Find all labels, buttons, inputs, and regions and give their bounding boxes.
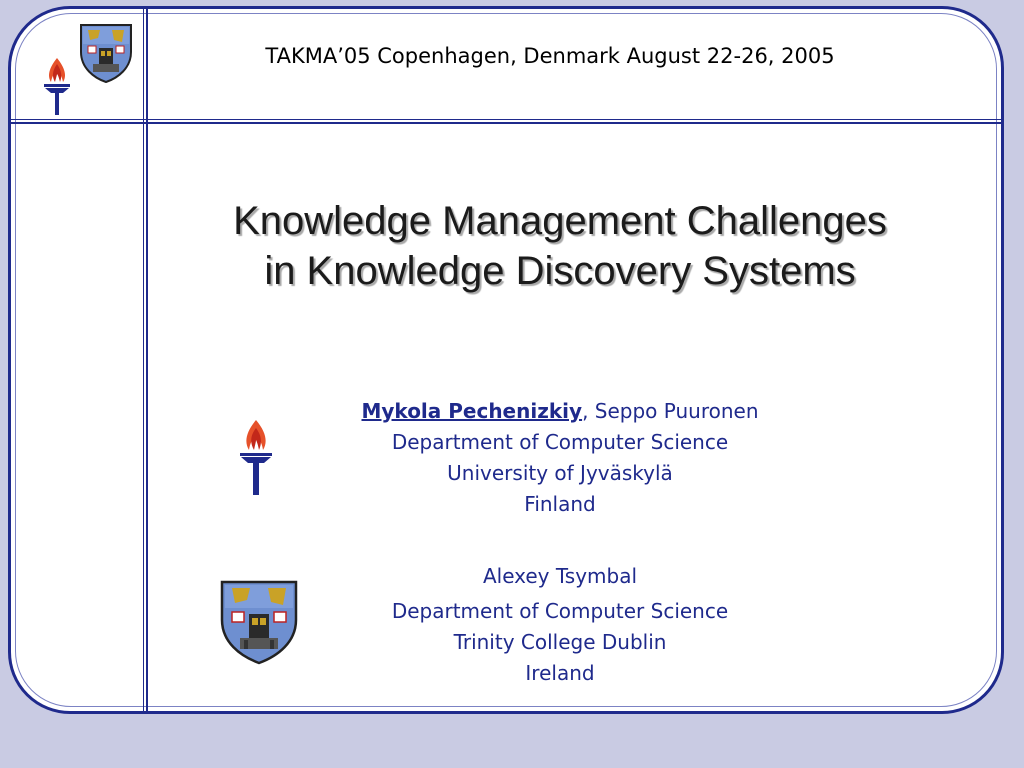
primary-author-link[interactable]: Mykola Pechenizkiy: [361, 399, 583, 423]
page-title: [160, 196, 960, 296]
authors-group-2: [300, 561, 820, 689]
torch-logo-icon: [236, 418, 276, 496]
conference-header: TAKMA’05 Copenhagen, Denmark August 22-26, 2005: [265, 44, 835, 68]
vertical-divider: [143, 9, 144, 711]
authors-group-1: [300, 396, 820, 520]
author-name-2: Alexey Tsymbal: [482, 564, 638, 588]
university-2: Trinity College Dublin: [453, 630, 667, 654]
title-line-2: in Knowledge Discovery Systems: [264, 249, 856, 293]
country-1: Finland: [524, 492, 596, 516]
country-2: Ireland: [525, 661, 595, 685]
torch-logo-small-icon: [40, 56, 74, 118]
shield-crest-icon: [218, 578, 300, 666]
title-line-1: Knowledge Management Challenges: [233, 199, 887, 243]
horizontal-divider-thick: [11, 122, 1001, 124]
coauthor-name: Seppo Puuronen: [594, 399, 759, 423]
university-1: University of Jyväskylä: [447, 461, 673, 485]
department-1: Department of Computer Science: [391, 430, 729, 454]
shield-crest-small-icon: [78, 22, 134, 84]
department-2: Department of Computer Science: [391, 599, 729, 623]
author-separator: ,: [582, 399, 595, 423]
vertical-divider-thick: [146, 9, 148, 711]
horizontal-divider: [11, 119, 1001, 120]
authors-line: [300, 396, 820, 427]
